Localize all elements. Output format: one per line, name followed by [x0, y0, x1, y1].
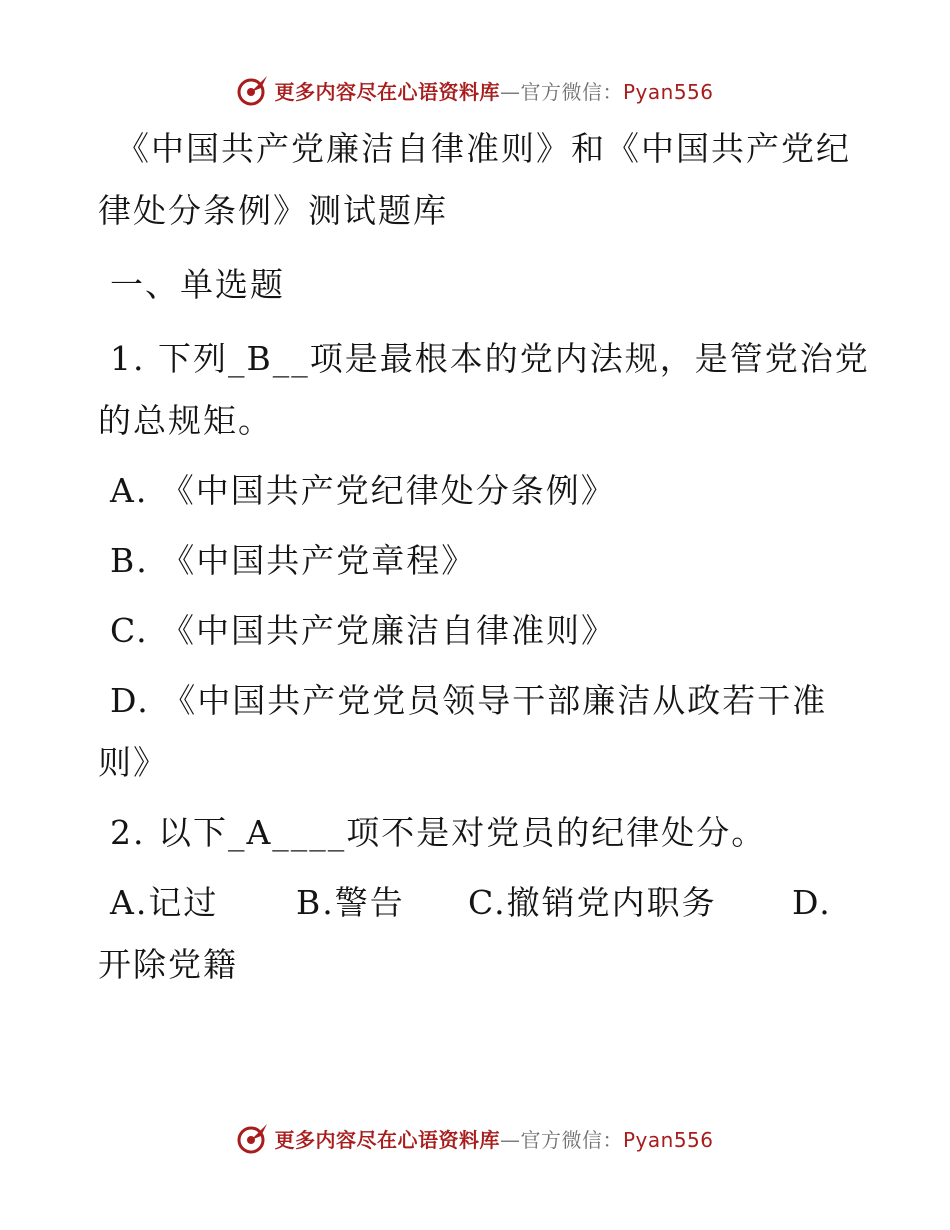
question-2-option-b: B.警告 — [296, 883, 405, 922]
document-title-line-2: 律处分条例》测试题库 — [98, 191, 448, 230]
question-2-option-a: A.记过 — [110, 883, 219, 922]
banner-text: 更多内容尽在心语资料库—官方微信：Pyan556 — [274, 1127, 714, 1152]
footer-banner — [0, 1118, 950, 1158]
question-1-option-d-continued: 则》 — [98, 743, 168, 782]
document-body — [98, 118, 870, 996]
question-1-option-b: B. 《中国共产党章程》 — [110, 541, 477, 580]
header-banner — [0, 70, 950, 110]
question-2-stem: 2. 以下_A____项不是对党员的纪律处分。 — [110, 813, 767, 852]
question-1-stem-line-1: 1. 下列_B__项是最根本的党内法规，是管党治党 — [110, 339, 870, 378]
question-2-option-d: D. — [792, 883, 832, 922]
banner-text: 更多内容尽在心语资料库—官方微信：Pyan556 — [274, 79, 714, 104]
document-title-line-1: 《中国共产党廉洁自律准则》和《中国共产党纪 — [116, 129, 851, 168]
question-1-option-a: A. 《中国共产党纪律处分条例》 — [110, 471, 616, 510]
question-1-option-c: C. 《中国共产党廉洁自律准则》 — [110, 611, 617, 650]
quill-logo-icon — [236, 1121, 270, 1155]
question-2-option-d-continued: 开除党籍 — [98, 945, 238, 984]
quill-logo-icon — [236, 73, 270, 107]
section-heading: 一、单选题 — [110, 265, 285, 304]
question-2-option-c: C.撤销党内职务 — [468, 883, 717, 922]
question-2-options-row — [98, 872, 858, 934]
question-1-stem-line-2: 的总规矩。 — [98, 401, 273, 440]
question-1-option-d: D. 《中国共产党党员领导干部廉洁从政若干准 — [110, 681, 828, 720]
